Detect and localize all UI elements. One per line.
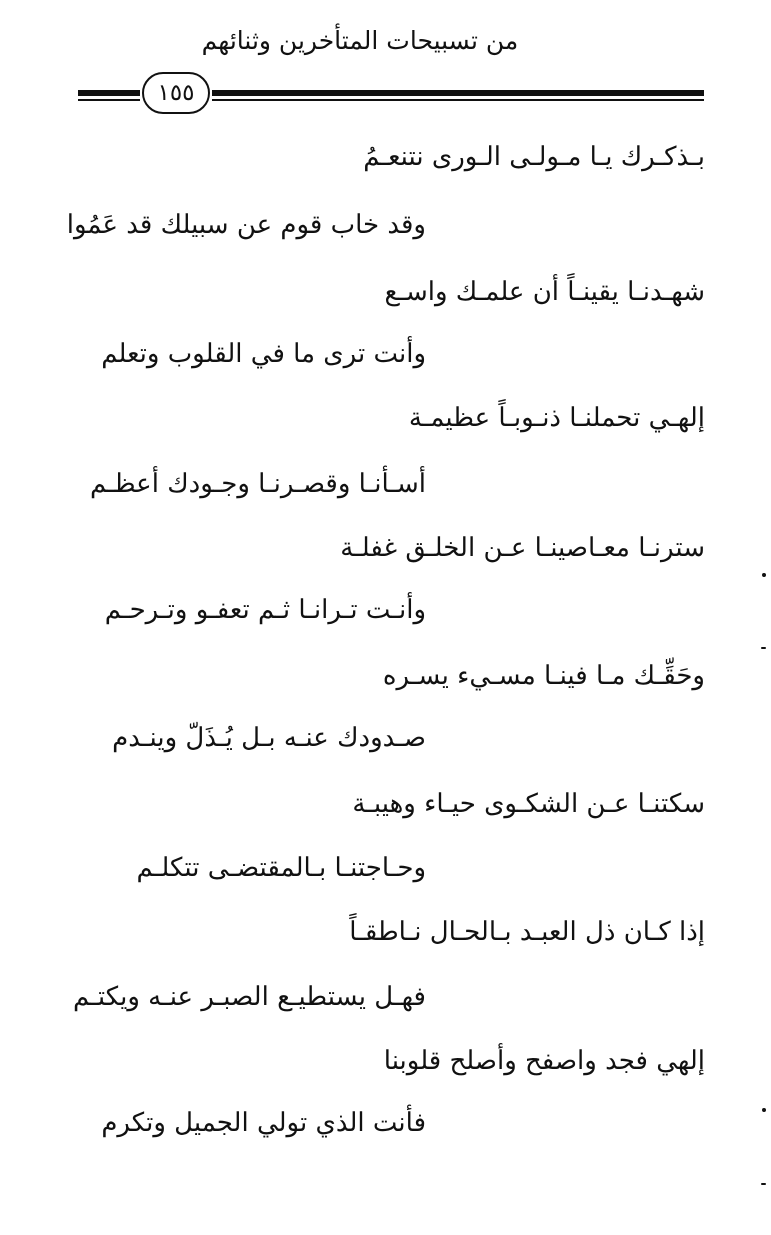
verse-line-10: صـدودك عنـه بـل يُـذَلّ وينـدم — [112, 723, 426, 753]
verse-line-2: وقد خاب قوم عن سبيلك قد عَمُوا — [66, 210, 426, 240]
verse-line-5: إلهـي تحملنـا ذنـوبـاً عظيمـة — [408, 403, 705, 433]
margin-speck — [761, 1183, 766, 1185]
verse-line-14: فهـل يستطيـع الصبـر عنـه ويكتـم — [72, 982, 426, 1012]
verse-line-4: وأنت ترى ما في القلوب وتعلم — [101, 339, 426, 369]
verse-line-7: سترنـا معـاصينـا عـن الخلـق غفلـة — [340, 533, 705, 563]
running-header: من تسبيحات المتأخرين وثنائهم — [201, 26, 519, 55]
verse-line-12: وحـاجتنـا بـالمقتضـى تتكلـم — [136, 853, 426, 883]
verse-line-1: بـذكـرك يـا مـولـى الـورى نتنعـمُ — [363, 142, 705, 172]
verse-line-3: شهـدنـا يقينـاً أن علمـك واسـع — [384, 277, 705, 307]
margin-speck — [762, 573, 766, 577]
header-rule-right — [212, 90, 704, 96]
header-rule-left — [78, 90, 140, 96]
verse-line-6: أسـأنـا وقصـرنـا وجـودك أعظـم — [89, 469, 426, 499]
verse-line-8: وأنـت تـرانـا ثـم تعفـو وتـرحـم — [104, 595, 426, 625]
margin-speck — [762, 1108, 766, 1112]
verse-line-13: إذا كـان ذل العبـد بـالحـال نـاطقـاً — [349, 917, 705, 947]
page-number: ١٥٥ — [142, 72, 210, 114]
margin-speck — [761, 647, 766, 649]
verse-line-15: إلهي فجد واصفح وأصلح قلوبنا — [383, 1046, 705, 1076]
verse-line-9: وحَقِّـك مـا فينـا مسـيء يسـره — [382, 661, 705, 691]
verse-line-16: فأنت الذي تولي الجميل وتكرم — [101, 1108, 426, 1138]
verse-line-11: سكتنـا عـن الشكـوى حيـاء وهيبـة — [352, 789, 705, 819]
